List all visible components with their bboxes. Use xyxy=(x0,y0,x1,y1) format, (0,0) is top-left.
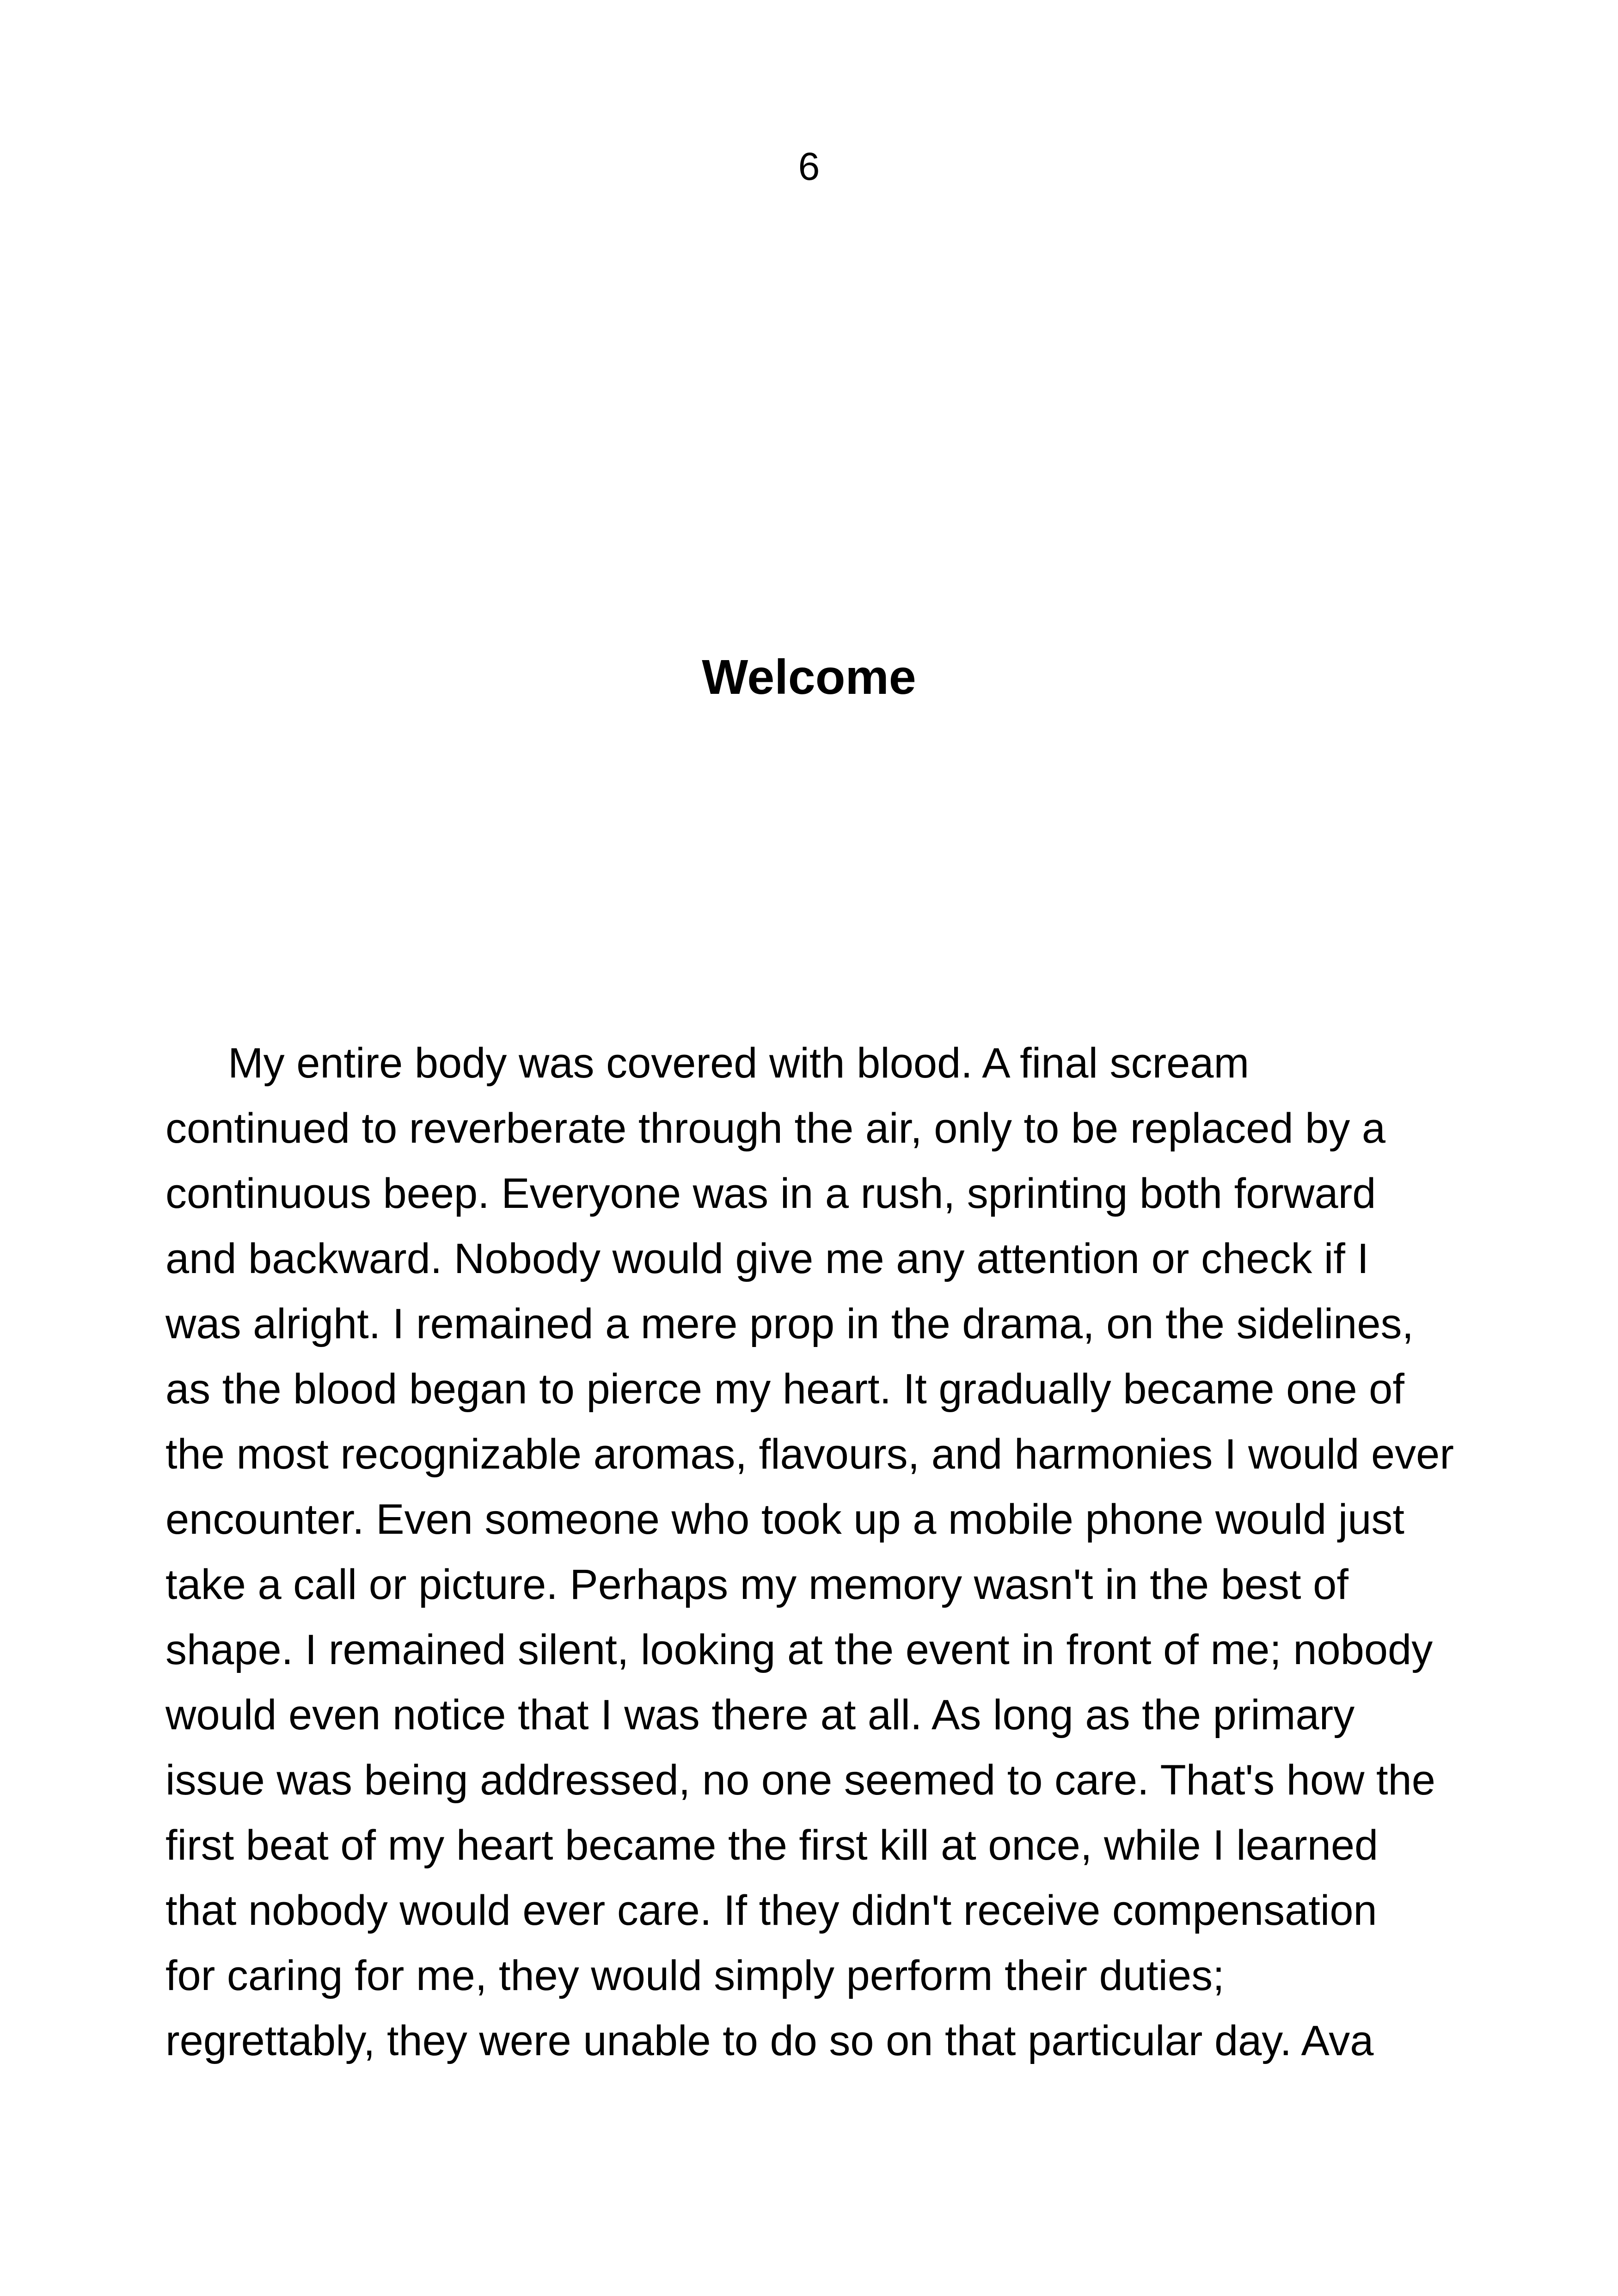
paragraph-line: would even notice that I was there at all. As long as the primary xyxy=(165,1691,1355,1739)
paragraph-line: that nobody would ever care. If they didn't receive compensation xyxy=(165,1887,1377,1934)
paragraph-line: continued to reverberate through the air, only to be replaced by a xyxy=(165,1105,1386,1152)
paragraph-line: as the blood began to pierce my heart. It gradually became one of xyxy=(165,1365,1404,1413)
body-paragraph xyxy=(165,1031,1552,2074)
paragraph-line: continuous beep. Everyone was in a rush, sprinting both forward xyxy=(165,1170,1376,1217)
paragraph-line: shape. I remained silent, looking at the event in front of me; nobody xyxy=(165,1626,1433,1673)
paragraph-line: first beat of my heart became the first kill at once, while I learned xyxy=(165,1822,1379,1869)
page-number: 6 xyxy=(798,145,820,188)
paragraph-line: encounter. Even someone who took up a mobile phone would just xyxy=(165,1496,1404,1543)
chapter-title: Welcome xyxy=(702,650,916,704)
paragraph-line: and backward. Nobody would give me any attention or check if I xyxy=(165,1235,1369,1282)
paragraph-line: the most recognizable aromas, flavours, and harmonies I would ever xyxy=(165,1431,1454,1478)
paragraph-line: issue was being addressed, no one seemed to care. That's how the xyxy=(165,1757,1435,1804)
paragraph-line: was alright. I remained a mere prop in the drama, on the sidelines, xyxy=(165,1300,1414,1347)
paragraph-line: My entire body was covered with blood. A final scream xyxy=(228,1040,1250,1087)
paragraph-line: for caring for me, they would simply perform their duties; xyxy=(165,1952,1225,1999)
paragraph-line: take a call or picture. Perhaps my memory wasn't in the best of xyxy=(165,1561,1348,1608)
paragraph-line: regrettably, they were unable to do so on that particular day. Ava xyxy=(165,2017,1374,2064)
